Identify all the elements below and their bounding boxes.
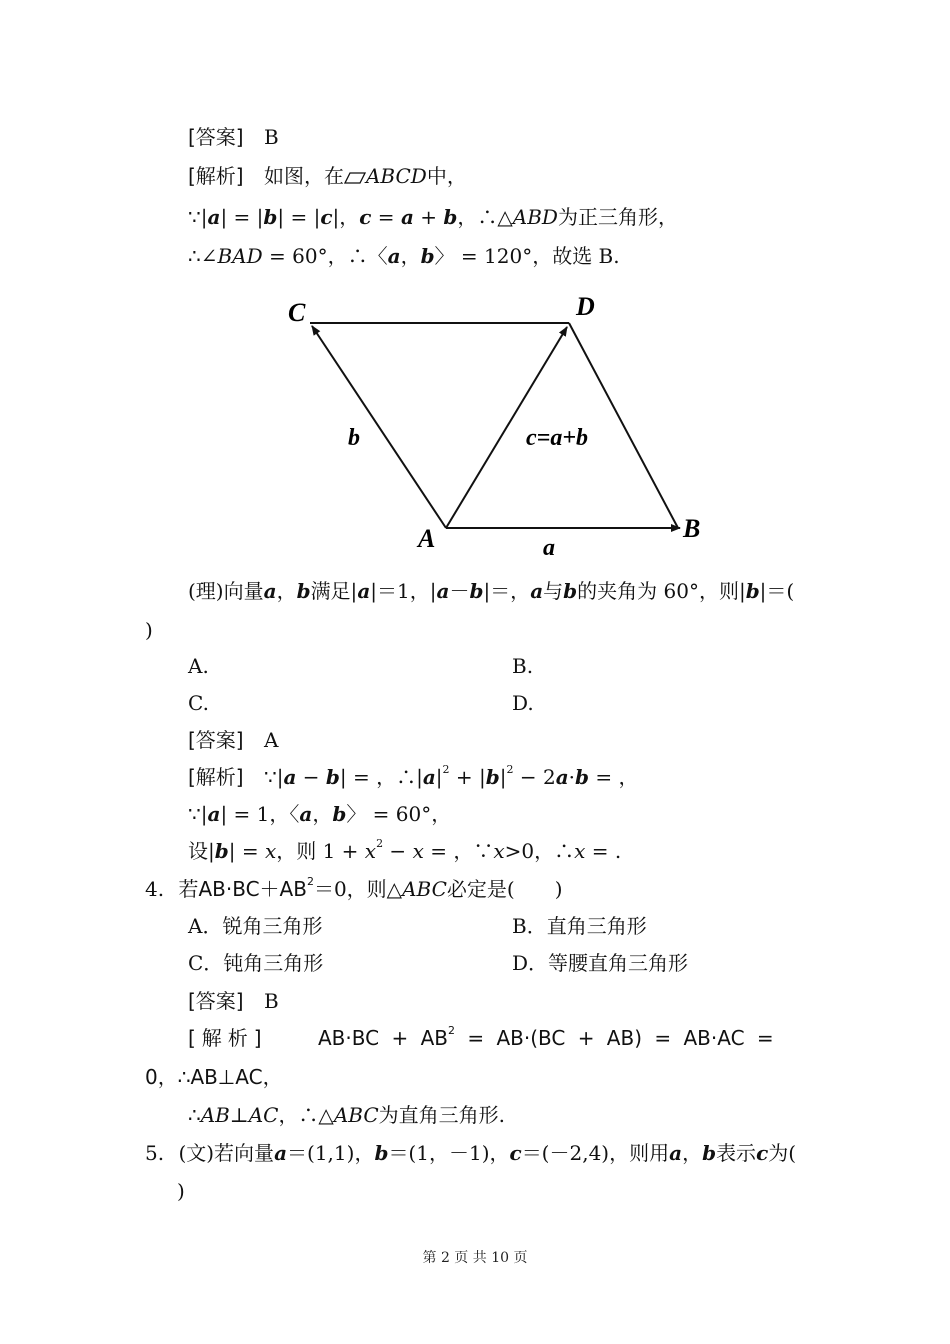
text: · <box>568 765 576 789</box>
vec-b: b <box>575 765 590 789</box>
var-x: x <box>264 839 277 863</box>
option-d: D. <box>512 691 534 715</box>
point-b-label: B <box>683 514 701 543</box>
text: >0，∴ <box>504 839 575 863</box>
text: AB·BC + AB <box>318 1026 448 1050</box>
vec-a: a <box>274 1141 288 1165</box>
text: ∵| <box>263 765 284 789</box>
vec-a: a <box>555 765 569 789</box>
text: ∴∠ <box>188 244 218 268</box>
text: |＝1，| <box>370 579 437 603</box>
question-5-stem <box>145 1140 796 1166</box>
vec-a: a <box>400 205 414 229</box>
text: ＝(1，－1)， <box>388 1141 510 1165</box>
vec-a: a <box>387 244 401 268</box>
text: ∵| <box>188 802 208 826</box>
text: 表示 <box>716 1141 757 1165</box>
angle-name: BAD <box>217 244 263 268</box>
analysis-text: 如图，在 <box>263 164 344 188</box>
vec-c: c <box>320 205 333 229</box>
option-a: A. <box>188 654 209 678</box>
point-a-label: A <box>418 524 436 553</box>
triangle-name: ABC <box>333 1103 379 1127</box>
question-li-close: ) <box>145 618 153 642</box>
analysis-line-q4-2 <box>145 1064 283 1090</box>
text: 与 <box>543 579 564 603</box>
analysis-line-q4-3 <box>188 1102 505 1128</box>
analysis-line-q3 <box>188 163 467 191</box>
vec-b: b <box>469 579 484 603</box>
page-footer: 第 2 页 共 10 页 <box>422 1250 528 1266</box>
analysis-text: 中， <box>426 164 467 188</box>
text: ＝(1,1)， <box>287 1141 375 1165</box>
answer-value: B <box>263 989 279 1013</box>
text: 〉 = 120°，故选 B. <box>434 244 620 268</box>
text: 〉 = 60°， <box>346 802 452 826</box>
point-d-label: D <box>576 292 595 321</box>
vec-b: b <box>485 765 500 789</box>
vec-a: a <box>207 802 221 826</box>
option-b: B．直角三角形 <box>512 914 647 938</box>
text: | = | <box>277 205 321 229</box>
analysis-line-3 <box>188 243 620 269</box>
answer-label: [答案] <box>188 728 244 752</box>
analysis-line-q4-1 <box>188 1025 268 1051</box>
vec-b: b <box>325 765 340 789</box>
question-4-stem <box>145 876 563 902</box>
text: ， <box>682 1141 703 1165</box>
vec-b: b <box>263 205 278 229</box>
answer-value: A <box>263 728 279 752</box>
vec-b: b <box>374 1141 389 1165</box>
text: − <box>296 765 326 789</box>
text: | = | <box>220 205 264 229</box>
answer-line-q4 <box>188 988 279 1014</box>
parallelogram-icon <box>344 165 366 191</box>
text: = ，∵ <box>423 839 494 863</box>
text: − 2 <box>513 765 556 789</box>
text: 0，∴AB⊥AC， <box>145 1065 283 1089</box>
text: + | <box>449 765 486 789</box>
var-x: x <box>364 839 377 863</box>
shape-name: ABCD <box>365 164 427 188</box>
text: ， <box>276 579 297 603</box>
text: + <box>413 205 444 229</box>
vector-b-label: b <box>348 425 360 451</box>
text: ＝(－2,4)，则用 <box>521 1141 670 1165</box>
text: |＝( <box>759 579 795 603</box>
answer-label: [答案] <box>188 989 244 1013</box>
question-5-close: ) <box>177 1179 185 1203</box>
option-b: B. <box>512 654 534 678</box>
answer-value: B <box>263 125 279 149</box>
answer-line-li <box>188 727 278 753</box>
vec-a: a <box>207 205 221 229</box>
var-x: x <box>493 839 505 863</box>
text: = . <box>585 839 622 863</box>
text: 为( <box>768 1141 797 1165</box>
vec-a: a <box>283 765 297 789</box>
segment-name: AB <box>200 1103 230 1127</box>
option-a: A．锐角三角形 <box>188 914 323 938</box>
text: ， <box>400 244 421 268</box>
analysis-line-li-2 <box>188 801 451 827</box>
segment-name: AC <box>248 1103 279 1127</box>
text: 设| <box>188 839 215 863</box>
answer-line-q3 <box>188 124 279 150</box>
vec-b: b <box>214 839 229 863</box>
vector-diagram <box>270 285 720 565</box>
text: ，则 1 + <box>276 839 365 863</box>
analysis-equation-q4 <box>318 1025 774 1051</box>
vec-a: a <box>299 802 313 826</box>
question-number: 5. <box>145 1141 165 1165</box>
text: 必定是( ) <box>446 877 563 901</box>
vector-expression: AB·BC＋AB <box>198 877 307 901</box>
analysis-line-2 <box>188 204 678 230</box>
vec-c: c <box>509 1141 522 1165</box>
text: = 60°，∴〈 <box>262 244 388 268</box>
text: 为直角三角形. <box>378 1103 506 1127</box>
question-li-stem <box>188 578 794 604</box>
vec-a: a <box>669 1141 683 1165</box>
text: |， <box>332 205 360 229</box>
text: | = ，∴| <box>339 765 423 789</box>
triangle-name: ABC <box>402 877 447 901</box>
vec-b: b <box>332 802 347 826</box>
analysis-label: [解析] <box>188 765 244 789</box>
exponent: 2 <box>306 875 314 889</box>
text: ∵| <box>188 205 208 229</box>
text: | = 1，〈 <box>220 802 300 826</box>
exponent: 2 <box>376 837 384 851</box>
text: |＝， <box>483 579 531 603</box>
text: 满足| <box>310 579 358 603</box>
analysis-label: [解析] <box>188 1026 268 1050</box>
text: | <box>499 765 507 789</box>
text: (理)向量 <box>188 579 264 603</box>
text: 为正三角形， <box>557 205 678 229</box>
option-c: C. <box>188 691 209 715</box>
var-x: x <box>574 839 586 863</box>
vec-a: a <box>357 579 371 603</box>
analysis-line-li-1 <box>188 764 639 790</box>
text: = <box>371 205 401 229</box>
text: ， <box>312 802 333 826</box>
text: | <box>435 765 443 789</box>
triangle-name: ABD <box>512 205 558 229</box>
text: 若 <box>178 877 199 901</box>
analysis-line-li-3 <box>188 838 621 864</box>
text: － <box>449 579 470 603</box>
vec-a: a <box>436 579 450 603</box>
option-d: D．等腰直角三角形 <box>512 951 689 975</box>
text: 的夹角为 60°，则| <box>577 579 746 603</box>
vec-a: a <box>530 579 544 603</box>
exponent: 2 <box>447 1024 455 1038</box>
var-x: x <box>412 839 424 863</box>
vector-a-label: a <box>543 535 555 561</box>
text: = AB·(BC + AB) = AB·AC = <box>454 1026 774 1050</box>
text: ⊥ <box>229 1103 249 1127</box>
vec-c: c <box>756 1141 769 1165</box>
vec-a: a <box>263 579 277 603</box>
text: ＝0，则△ <box>313 877 403 901</box>
vec-b: b <box>443 205 458 229</box>
point-c-label: C <box>288 298 306 327</box>
question-number: 4. <box>145 877 165 901</box>
vec-b: b <box>296 579 311 603</box>
vec-b: b <box>745 579 760 603</box>
vec-b: b <box>420 244 435 268</box>
text: ，∴△ <box>278 1103 334 1127</box>
vector-c-label: c=a+b <box>526 425 589 451</box>
option-c: C．钝角三角形 <box>188 951 324 975</box>
exponent: 2 <box>442 763 450 777</box>
analysis-label: [解析] <box>188 164 244 188</box>
text: | = <box>228 839 265 863</box>
vec-c: c <box>359 205 372 229</box>
text: (文)若向量 <box>178 1141 275 1165</box>
vector-b-arrow <box>312 326 446 528</box>
text: ，∴△ <box>457 205 513 229</box>
answer-label: [答案] <box>188 125 244 149</box>
exponent: 2 <box>506 763 514 777</box>
text: ∴ <box>188 1103 201 1127</box>
vec-b: b <box>563 579 578 603</box>
text: = ， <box>589 765 639 789</box>
vec-a: a <box>422 765 436 789</box>
vec-b: b <box>702 1141 717 1165</box>
text: − <box>383 839 413 863</box>
